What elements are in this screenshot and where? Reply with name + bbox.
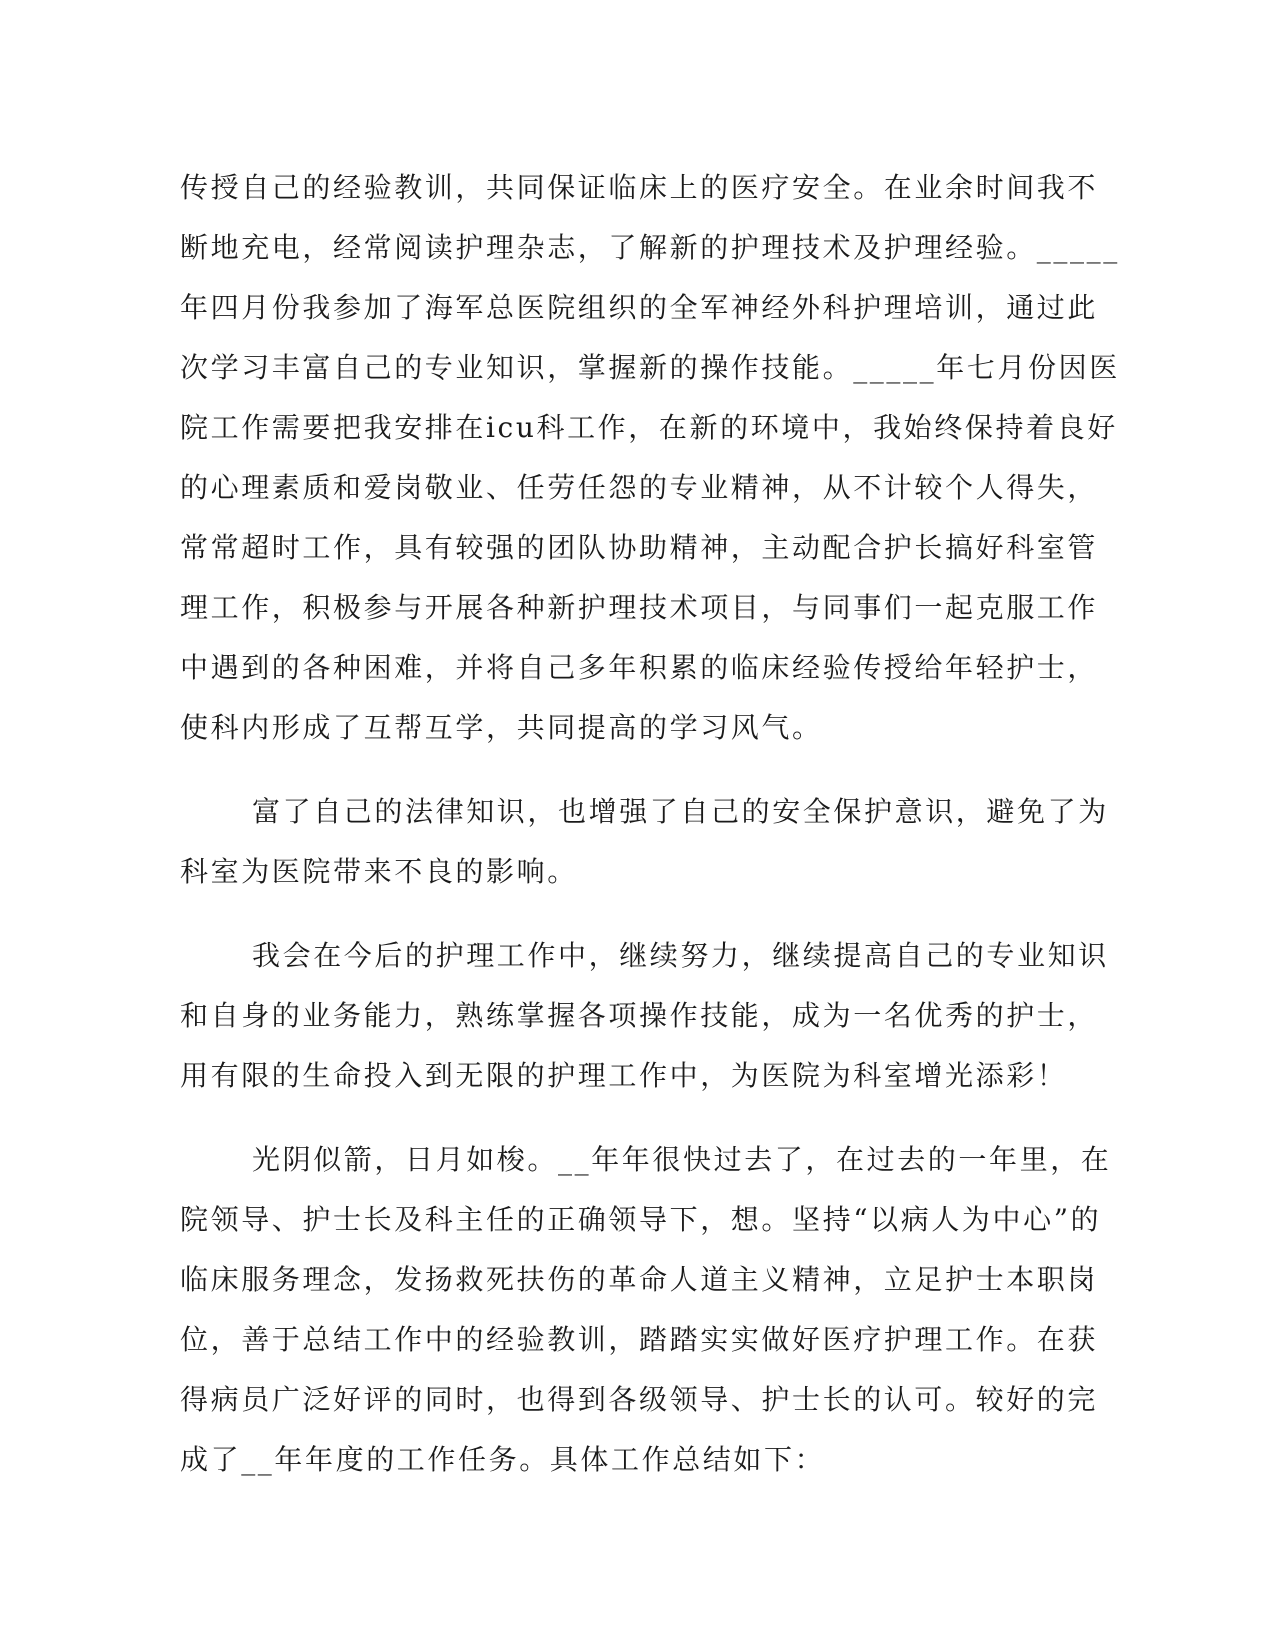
- text-line: 位，善于总结工作中的经验教训，踏踏实实做好医疗护理工作。在获: [180, 1323, 1099, 1356]
- text-line: 传授自己的经验教训，共同保证临床上的医疗安全。在业余时间我不: [180, 171, 1099, 204]
- text-line: 和自身的业务能力，熟练掌握各项操作技能，成为一名优秀的护士，: [180, 999, 1099, 1032]
- text-line: 科室为医院带来不良的影响。: [180, 855, 578, 888]
- paragraph-spacer: [180, 758, 1040, 782]
- paragraph-3: [180, 926, 1109, 1106]
- paragraph-2: [180, 782, 1109, 902]
- text-line: 光阴似箭，日月如梭。__年年很快过去了，在过去的一年里，在: [252, 1143, 1112, 1176]
- paragraph-1: [180, 158, 1120, 758]
- text-line: 得病员广泛好评的同时，也得到各级领导、护士长的认可。较好的完: [180, 1383, 1099, 1416]
- text-line: 理工作，积极参与开展各种新护理技术项目，与同事们一起克服工作: [180, 591, 1099, 624]
- text-line: 断地充电，经常阅读护理杂志，了解新的护理技术及护理经验。_____: [180, 231, 1120, 264]
- text-line: 我会在今后的护理工作中，继续努力，继续提高自己的专业知识: [252, 939, 1109, 972]
- text-line: 临床服务理念，发扬救死扶伤的革命人道主义精神，立足护士本职岗: [180, 1263, 1099, 1296]
- text-line: 次学习丰富自己的专业知识，掌握新的操作技能。_____年七月份因医: [180, 351, 1120, 384]
- text-line: 的心理素质和爱岗敬业、任劳任怨的专业精神，从不计较个人得失，: [180, 471, 1099, 504]
- paragraph-spacer: [180, 1106, 1040, 1130]
- paragraph-4: [180, 1130, 1112, 1490]
- text-line: 中遇到的各种困难，并将自己多年积累的临床经验传授给年轻护士，: [180, 651, 1099, 684]
- text-line: 使科内形成了互帮互学，共同提高的学习风气。: [180, 711, 823, 744]
- document-body: [180, 158, 1120, 1490]
- paragraph-spacer: [180, 902, 1040, 926]
- text-line: 年四月份我参加了海军总医院组织的全军神经外科护理培训，通过此: [180, 291, 1099, 324]
- text-line: 院领导、护士长及科主任的正确领导下，想。坚持“以病人为中心”的: [180, 1203, 1102, 1236]
- text-line: 用有限的生命投入到无限的护理工作中，为医院为科室增光添彩！: [180, 1059, 1068, 1092]
- text-line: 成了__年年度的工作任务。具体工作总结如下：: [180, 1443, 826, 1476]
- text-line: 常常超时工作，具有较强的团队协助精神，主动配合护长搞好科室管: [180, 531, 1099, 564]
- text-line: 富了自己的法律知识，也增强了自己的安全保护意识，避免了为: [252, 795, 1109, 828]
- text-line: 院工作需要把我安排在icu科工作，在新的环境中，我始终保持着良好: [180, 411, 1118, 444]
